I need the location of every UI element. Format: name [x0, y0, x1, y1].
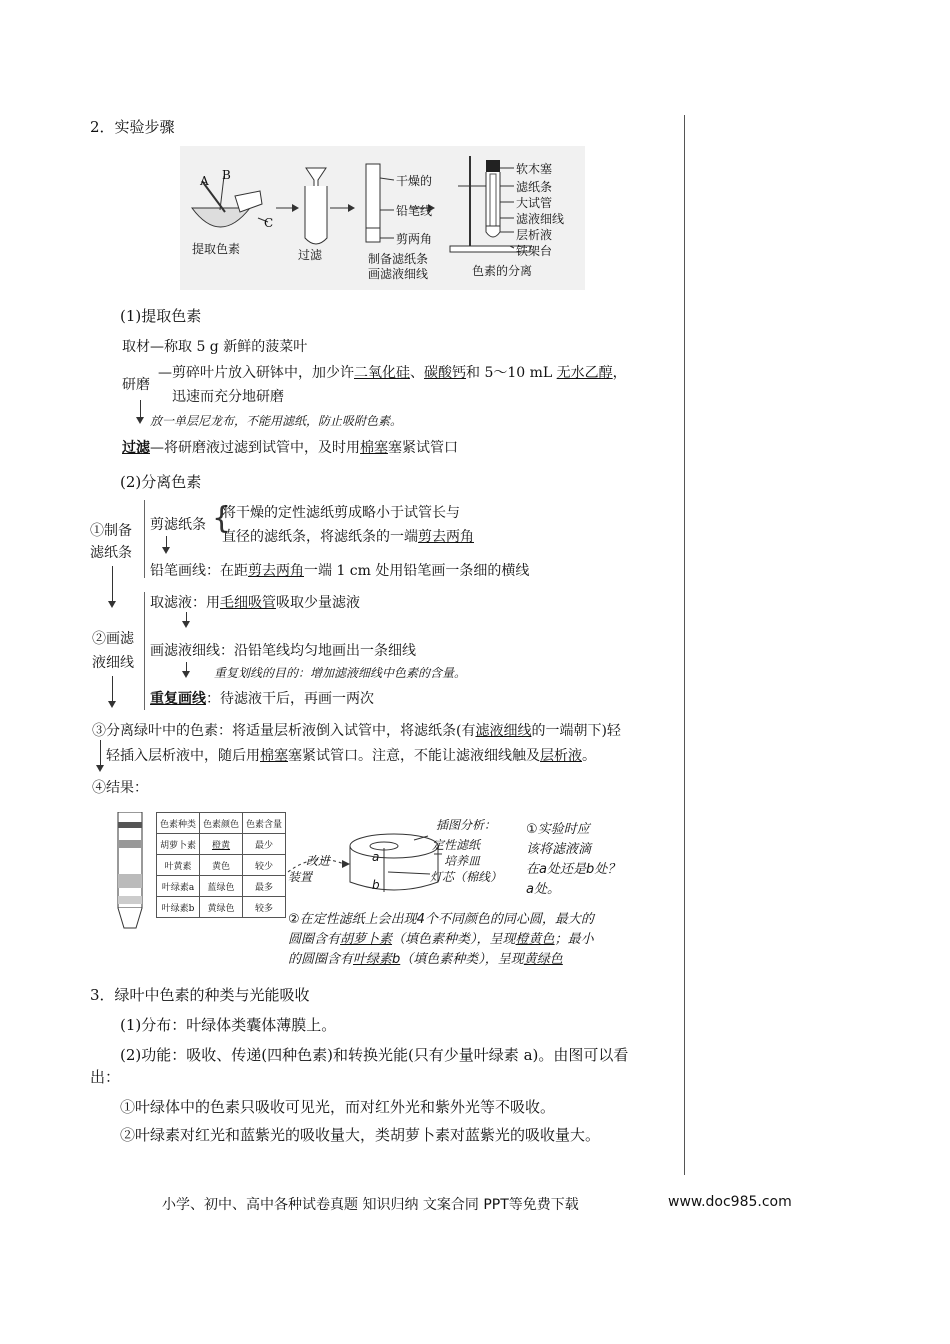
table-row: 叶黄素 黄色 较少 — [157, 855, 286, 876]
pencil-line-text: 铅笔画线：在距剪去两角一端 1 cm 处用铅笔画一条细的横线 — [150, 563, 530, 579]
step2-label-b: 液细线 — [92, 655, 134, 671]
caption-prep1: 制备滤纸条 — [368, 252, 429, 266]
label-cut: 剪两角 — [396, 232, 433, 246]
analysis-title: 插图分析： — [436, 818, 497, 832]
step3-line1: ③分离绿叶中的色素：将适量层析液倒入试管中，将滤纸条(有滤液细线的一端朝下)轻 — [92, 723, 621, 739]
step4-result: ④结果： — [92, 780, 148, 796]
repeat-note: 重复划线的目的：增加滤液细线中色素的含量。 — [214, 666, 467, 680]
handwritten-note: 放一单层尼龙布，不能用滤纸，防止吸附色素。 — [150, 414, 403, 428]
step1-label-a: ①制备 — [90, 523, 132, 539]
step-grind-label: 研磨 — [122, 377, 150, 393]
section3-line2: (2)功能：吸收、传递(四种色素)和转换光能(只有少量叶绿素 a)。由图可以看 — [120, 1046, 629, 1064]
cut-label: 剪滤纸条 — [150, 517, 206, 533]
table-row: 胡萝卜素 橙黄 最少 — [157, 834, 286, 855]
label-A: A — [200, 174, 209, 188]
table-row: 色素种类 色素颜色 色素含量 — [157, 813, 286, 834]
question-3: 在a处还是b处？ — [526, 862, 621, 877]
label-filter-paper: 定性滤纸 — [432, 838, 481, 852]
arrow-down — [140, 400, 141, 422]
paper-strip-drawing — [114, 812, 156, 932]
answer-1: a处。 — [526, 882, 560, 897]
label-wick: 灯芯（棉线） — [430, 870, 503, 884]
label-dish: 培养皿 — [444, 854, 481, 868]
conclusion-2: 圆圈含有胡萝卜素（填色素种类），呈现橙黄色；最小 — [288, 932, 594, 947]
section3-heading: 3．绿叶中色素的种类与光能吸收 — [90, 986, 310, 1004]
label-stand: 铁架台 — [516, 244, 553, 258]
bracket — [144, 500, 147, 578]
caption-extract: 提取色素 — [192, 242, 241, 256]
bracket — [144, 592, 147, 710]
section3-line4: ②叶绿素对红光和蓝紫光的吸收量大，类胡萝卜素对蓝紫光的吸收量大。 — [120, 1126, 601, 1144]
caption-prep2: 画滤液细线 — [368, 267, 429, 281]
sub-heading-extract: (1)提取色素 — [120, 307, 202, 325]
improve-label-2: 装置 — [288, 870, 313, 884]
label-tube: 大试管 — [516, 196, 553, 210]
arrow-down — [112, 676, 113, 706]
table-row: 叶绿素a 蓝绿色 最多 — [157, 876, 286, 897]
section3-line3: ①叶绿体中的色素只吸收可见光，而对红外光和紫外光等不吸收。 — [120, 1098, 556, 1116]
footer-link[interactable]: www.doc985.com — [668, 1194, 792, 1210]
take-text: 取滤液：用毛细吸管吸取少量滤液 — [150, 595, 360, 611]
brace-icon: { — [212, 501, 232, 536]
arrow-down — [112, 566, 113, 606]
step-grind-text2: 迅速而充分地研磨 — [172, 389, 284, 405]
arrow-down — [186, 612, 187, 626]
cut-text1: 将干燥的定性滤纸剪成略小于试管长与 — [222, 505, 460, 521]
draw-text: 画滤液细线：沿铅笔线均匀地画出一条细线 — [150, 643, 416, 659]
conclusion-1: ②在定性滤纸上会出现4个不同颜色的同心圆，最大的 — [288, 912, 594, 927]
repeat-text: 重复画线：待滤液干后，再画一两次 — [150, 691, 374, 707]
margin-line — [684, 115, 685, 1175]
label-B: B — [222, 168, 231, 182]
apparatus-figure — [180, 146, 585, 290]
question-2: 该将滤液滴 — [526, 842, 592, 857]
section3-line1: (1)分布：叶绿体类囊体薄膜上。 — [120, 1016, 337, 1034]
step1-label-b: 滤纸条 — [90, 545, 132, 561]
label-pencil: 铅笔线 — [396, 204, 433, 218]
step3-line2: 轻插入层析液中，随后用棉塞塞紧试管口。注意，不能让滤液细线触及层析液。 — [106, 748, 596, 764]
caption-sep: 色素的分离 — [472, 264, 533, 278]
label-paper: 滤纸条 — [516, 180, 553, 194]
question-1: ①实验时应 — [526, 822, 590, 837]
label-cork: 软木塞 — [516, 162, 553, 176]
arrow-down — [166, 536, 167, 552]
footer-text: 小学、初中、高中各种试卷真题 知识归纳 文案合同 PPT等免费下载 — [162, 1197, 579, 1213]
arrow-down — [186, 662, 187, 676]
label-line: 滤液细线 — [516, 212, 565, 226]
caption-filter: 过滤 — [298, 248, 323, 262]
step-filter: 过滤—将研磨液过滤到试管中，及时用棉塞塞紧试管口 — [122, 440, 458, 456]
label-solvent: 层析液 — [516, 228, 553, 242]
table-row: 叶绿素b 黄绿色 较多 — [157, 897, 286, 918]
step2-label-a: ②画滤 — [92, 631, 134, 647]
label-C: C — [264, 216, 274, 230]
step-grind-text: —剪碎叶片放入研钵中，加少许二氧化硅、碳酸钙和 5～10 mL 无水乙醇， — [158, 365, 627, 381]
pigment-table — [156, 812, 286, 918]
point-a: a — [372, 850, 380, 864]
cut-text2: 直径的滤纸条，将滤纸条的一端剪去两角 — [222, 529, 474, 545]
conclusion-3: 的圆圈含有叶绿素b（填色素种类），呈现黄绿色 — [288, 952, 563, 967]
step-take: 取材—称取 5 g 新鲜的菠菜叶 — [122, 339, 308, 355]
section3-line2b: 出： — [90, 1068, 121, 1086]
improve-label-1: 改进 — [306, 854, 331, 868]
section-heading: 2．实验步骤 — [90, 118, 175, 136]
sub-heading-separate: (2)分离色素 — [120, 473, 202, 491]
point-b: b — [372, 878, 380, 892]
arrow-down — [100, 740, 101, 770]
label-dry: 干燥的 — [396, 174, 433, 188]
